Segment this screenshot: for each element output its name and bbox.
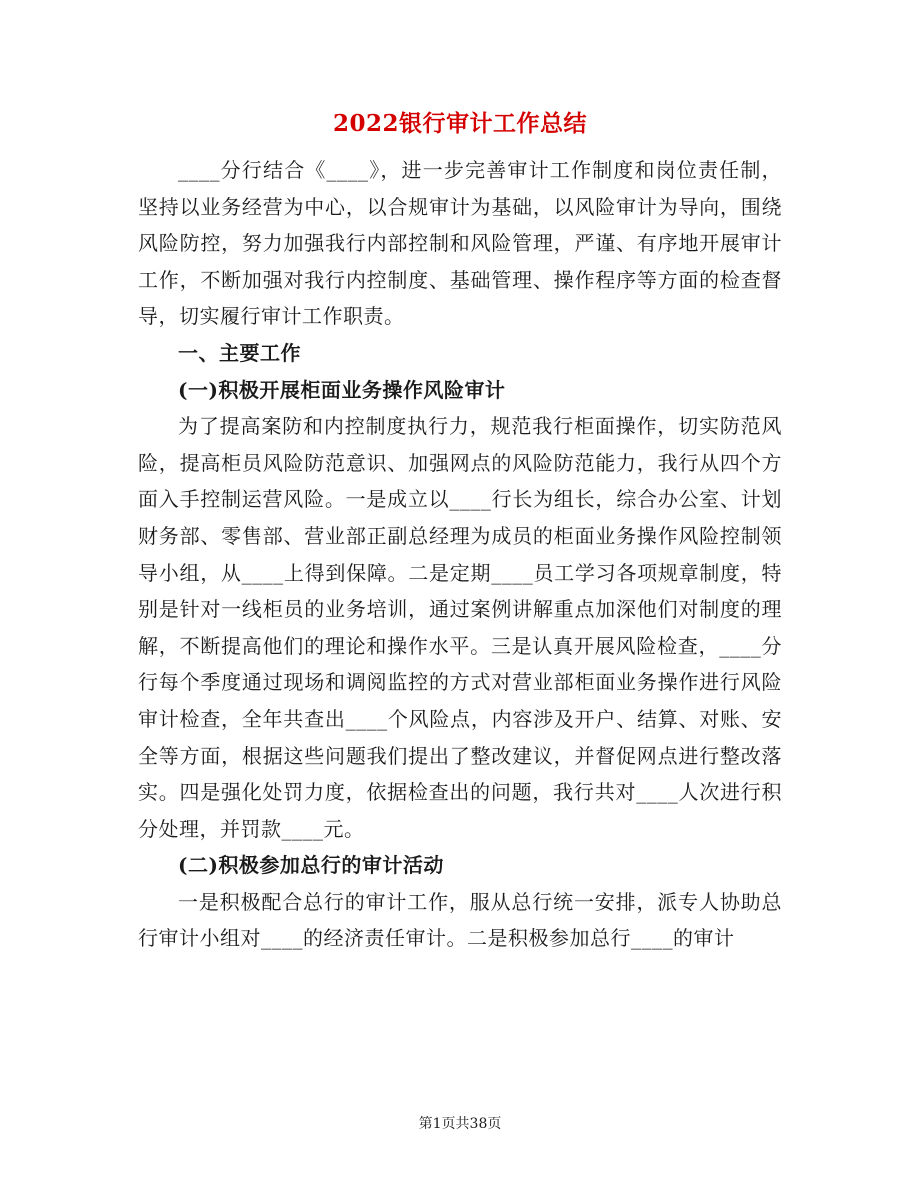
section-heading-main-work: 一、主要工作: [178, 340, 301, 365]
subsection-heading-counter-risk-audit: (一)积极开展柜面业务操作风险审计: [178, 377, 506, 402]
head-office-audit-paragraph: 一是积极配合总行的审计工作，服从总行统一安排，派专人协助总行审计小组对____的经济责任审计。二是积极参加总行____的审计: [138, 889, 782, 951]
document-body: [138, 152, 782, 957]
intro-paragraph: ____分行结合《____》，进一步完善审计工作制度和岗位责任制，坚持以业务经营为中心，以合规审计为基础，以风险审计为导向，围绕风险防控，努力加强我行内部控制和风险管理，严谨、有序地开展审计工作，不断加强对我行内控制度、基础管理、操作程序等方面的检查督导，切实履行审计工作职责。: [138, 158, 782, 329]
subsection-heading-head-office-audit: (二)积极参加总行的审计活动: [178, 853, 444, 878]
document-title: 2022银行审计工作总结: [332, 110, 587, 137]
counter-risk-paragraph: 为了提高案防和内控制度执行力，规范我行柜面操作，切实防范风险，提高柜员风险防范意识、加强网点的风险防范能力，我行从四个方面入手控制运营风险。一是成立以____行长为组长，综合办公室、计划财务部、零售部、营业部正副总经理为成员的柜面业务操作风险控制领导小组，从____上得到保障。二是定期____员工学习各项规章制度，特别是针对一线柜员的业务培训，通过案例讲解重点加深他们对制度的理解，不断提高他们的理论和操作水平。三是认真开展风险检查，____分行每个季度通过现场和调阅监控的方式对营业部柜面业务操作进行风险审计检查，全年共查出____个风险点，内容涉及开户、结算、对账、安全等方面，根据这些问题我们提出了整改建议，并督促网点进行整改落实。四是强化处罚力度，依据检查出的问题，我行共对____人次进行积分处理，并罚款____元。: [138, 414, 782, 841]
page-footer: 第1页共38页: [418, 1116, 502, 1132]
